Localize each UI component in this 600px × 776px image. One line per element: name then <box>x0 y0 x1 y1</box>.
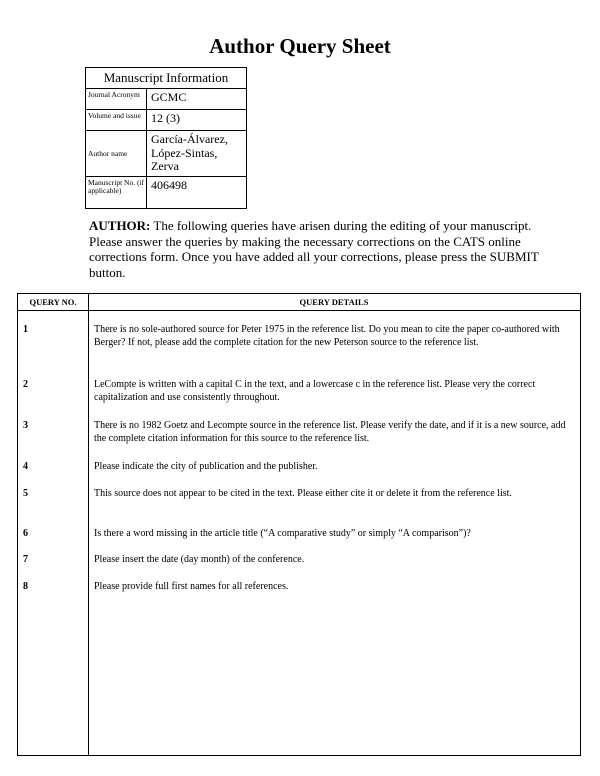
journal-acronym-label: Journal Acronym <box>86 89 147 110</box>
query-detail: There is no sole-authored source for Peter 1975 in the reference list. Do you mean to cite the paper co-authored with Berger? If not, please add the complete citation for the new Peterson source to the reference list. <box>94 324 560 348</box>
query-detail: Please insert the date (day month) of the conference. <box>94 554 305 565</box>
query-number: 3 <box>23 420 28 431</box>
query-number: 6 <box>23 528 28 539</box>
query-number: 5 <box>23 488 28 499</box>
page-title: Author Query Sheet <box>209 34 391 58</box>
volume-issue-value: 12 (3) <box>147 110 247 131</box>
manuscript-no-value: 406498 <box>147 176 247 208</box>
query-table-header <box>18 294 580 311</box>
manuscript-info-table <box>85 67 247 209</box>
query-detail: This source does not appear to be cited in the text. Please either cite it or delete it from the reference list. <box>94 488 512 499</box>
manuscript-info-heading: Manuscript Information <box>86 68 247 89</box>
volume-issue-label: Volume and issue <box>86 110 147 131</box>
query-detail: There is no 1982 Goetz and Lecompte source in the reference list. Please verify the date, and if it is a new source, add the complete citation information for this source to the reference list. <box>94 420 566 444</box>
query-detail: Please provide full first names for all references. <box>94 581 289 592</box>
query-table <box>17 293 581 756</box>
author-lead: AUTHOR: <box>89 218 151 233</box>
query-no-header: QUERY NO. <box>29 297 77 307</box>
query-number: 2 <box>23 379 28 390</box>
query-number: 7 <box>23 554 28 565</box>
author-name-value: García-Álvarez, López-Sintas, Zerva <box>147 131 247 177</box>
query-details-header: QUERY DETAILS <box>299 297 369 307</box>
query-detail: Please indicate the city of publication and the publisher. <box>94 461 318 472</box>
query-number: 1 <box>23 324 28 335</box>
query-detail: Is there a word missing in the article title (“A comparative study” or simply “A comparison”)? <box>94 528 471 539</box>
query-number: 4 <box>23 461 28 472</box>
journal-acronym-value: GCMC <box>147 89 247 110</box>
author-name-label: Author name <box>86 131 147 177</box>
manuscript-no-label: Manuscript No. (if applicable) <box>86 176 147 208</box>
query-detail: LeCompte is written with a capital C in the text, and a lowercase c in the reference list. Please very the correct capitalization and use consistently throughout. <box>94 379 536 403</box>
query-number: 8 <box>23 581 28 592</box>
author-instructions <box>89 218 539 280</box>
author-instructions-text: The following queries have arisen during the editing of your manuscript. Please answer the queries by making the necessary corrections on the CATS online corrections form. Once you have added all your corrections, please press the SUBMIT button. <box>89 218 539 280</box>
